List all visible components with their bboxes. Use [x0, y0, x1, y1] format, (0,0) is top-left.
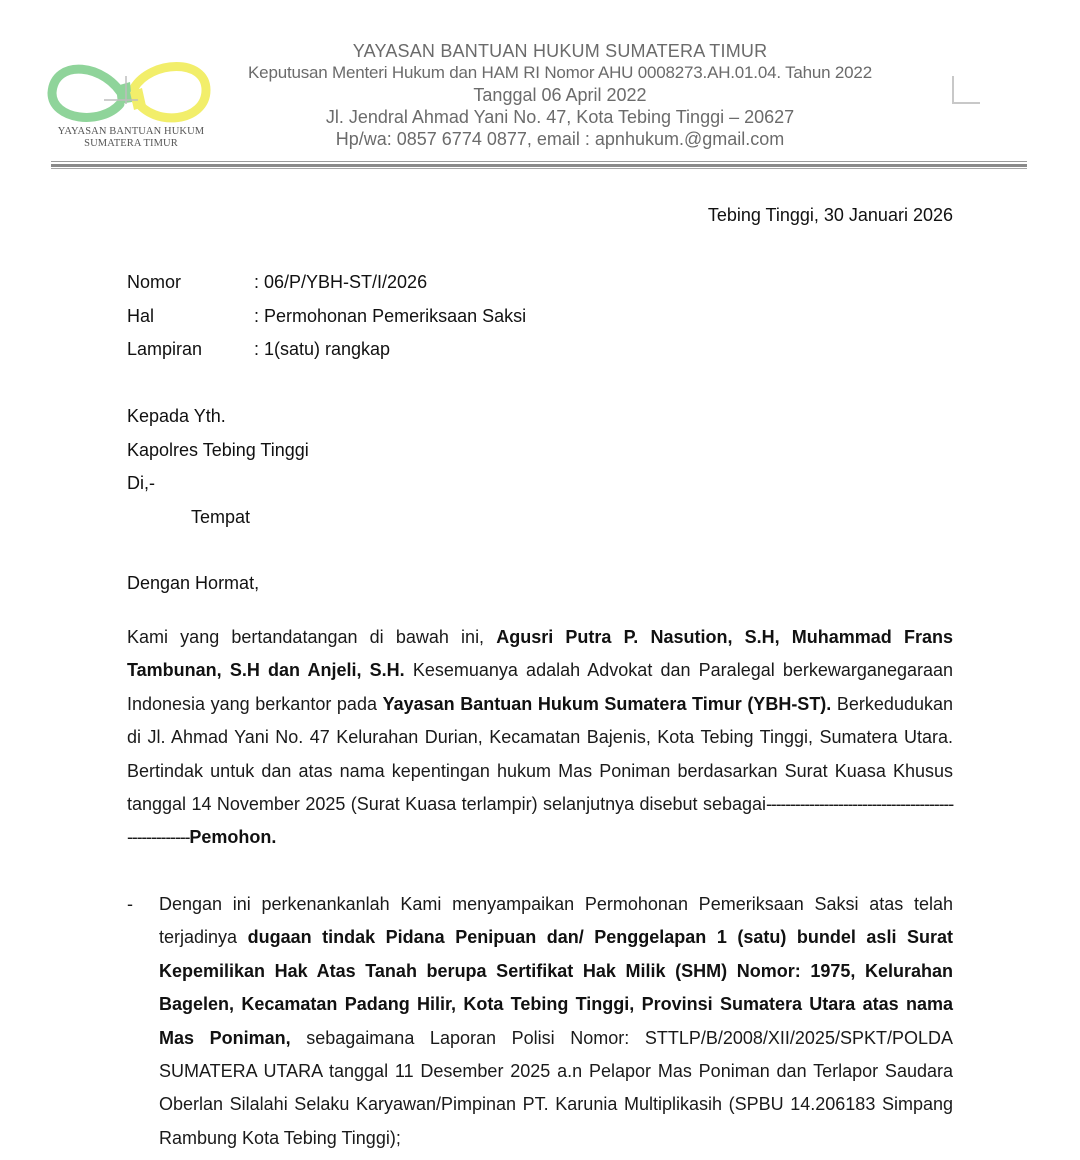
- advocate-names: Agusri Putra P. Nasution, S.H, Muhammad Frans Tambunan, S.H dan Anjeli, S.H.: [127, 627, 953, 681]
- letterhead-divider: [51, 168, 1027, 169]
- place-and-date: Tebing Tinggi, 30 Januari 2026: [707, 205, 953, 225]
- meta-value: : 06/P/YBH-ST/I/2026: [254, 272, 428, 292]
- letter-meta: [127, 272, 526, 373]
- recipient-name: Kapolres Tebing Tinggi: [127, 439, 309, 460]
- recipient-salutation: Kepada Yth.: [127, 406, 226, 426]
- meta-row-hal: [127, 306, 526, 340]
- letterhead: [0, 0, 1080, 175]
- recipient-place: Tempat: [191, 506, 251, 527]
- meta-value: : 1(satu) rangkap: [254, 339, 391, 359]
- ministerial-decree: Keputusan Menteri Hukum dan HAM RI Nomor AHU 0008273.AH.01.04. Tahun 2022: [248, 63, 872, 82]
- dash-leader: ----------------------------------------------------: [127, 794, 953, 848]
- paragraph-text: Kesemuanya adalah Advokat dan Paralegal berkewarganegaraan Indonesia yang berkantor pada: [127, 660, 954, 714]
- logo-caption-line1: YAYASAN BANTUAN HUKUM: [57, 126, 205, 137]
- meta-label: Hal: [127, 305, 155, 326]
- infinity-logo-icon: [46, 58, 216, 128]
- organization-logo: [46, 58, 216, 158]
- recipient-block: [127, 406, 309, 540]
- logo-caption-line2: SUMATERA TIMUR: [84, 138, 178, 149]
- paragraph-text: Dengan ini perkenankanlah Kami menyampaikan Permohonan Pemeriksaan Saksi atas telah terjadinya: [159, 894, 953, 948]
- recipient-di: Di,-: [127, 473, 155, 493]
- greeting: Dengan Hormat,: [127, 573, 260, 593]
- body-paragraph: [127, 621, 953, 855]
- meta-value: : Permohonan Pemeriksaan Saksi: [254, 305, 527, 326]
- organization-info: [210, 40, 910, 150]
- party-designation: Pemohon.: [189, 827, 277, 848]
- organization-name: YAYASAN BANTUAN HUKUM SUMATERA TIMUR: [352, 41, 768, 61]
- case-description: dugaan tindak Pidana Penipuan dan/ Penggelapan 1 (satu) bundel asli Surat Kepemilikan Hak Atas Tanah berupa Sertifikat Hak Milik (SHM) Nomor: 1975, Kelurahan Bagelen, Kecamatan Padang Hilir, Kota Tebing Tinggi, Provinsi Sumatera Utara atas nama Mas Poniman,: [159, 927, 953, 1048]
- paragraph-text: sebagaimana Laporan Polisi Nomor: STTLP/B/2008/XII/2025/SPKT/POLDA SUMATERA UTARA tanggal 11 Desember 2025 a.n Pelapor Mas Poniman dan Terlapor Saudara Oberlan Silalahi Selaku Karyawan/Pimpinan PT. Karunia Multiplikasih (SPBU 14.206183 Simpang Rambung Kota Tebing Tinggi);: [159, 1027, 953, 1148]
- meta-row-lampiran: [127, 339, 526, 373]
- meta-label: Lampiran: [127, 339, 203, 359]
- list-item-text: [159, 888, 953, 1155]
- list-bullet: -: [127, 894, 133, 914]
- meta-row-nomor: [127, 272, 526, 306]
- letterhead-divider: [51, 161, 1027, 162]
- list-item: [127, 888, 953, 1155]
- paragraph-text: Berkedudukan di Jl. Ahmad Yani No. 47 Kelurahan Durian, Kecamatan Bajenis, Kota Tebing Tinggi, Sumatera Utara. Bertindak untuk dan atas nama kepentingan hukum Mas Poniman berdasarkan Surat Kuasa Khusus tanggal 14 November 2025 (Surat Kuasa terlampir) selanjutnya disebut sebagai: [127, 693, 953, 815]
- corner-crop-mark-icon: [952, 76, 980, 104]
- paragraph-text: Kami yang bertandatangan di bawah ini,: [127, 627, 497, 647]
- office-name: Yayasan Bantuan Hukum Sumatera Timur (YBH-ST).: [382, 693, 832, 714]
- decree-date: Tanggal 06 April 2022: [473, 85, 647, 105]
- meta-label: Nomor: [127, 272, 182, 292]
- organization-address: Jl. Jendral Ahmad Yani No. 47, Kota Tebing Tinggi – 20627: [325, 107, 795, 127]
- logo-caption: [46, 126, 216, 150]
- letterhead-divider: [51, 164, 1027, 167]
- organization-contact: Hp/wa: 0857 6774 0877, email : apnhukum.@gmail.com: [335, 129, 785, 149]
